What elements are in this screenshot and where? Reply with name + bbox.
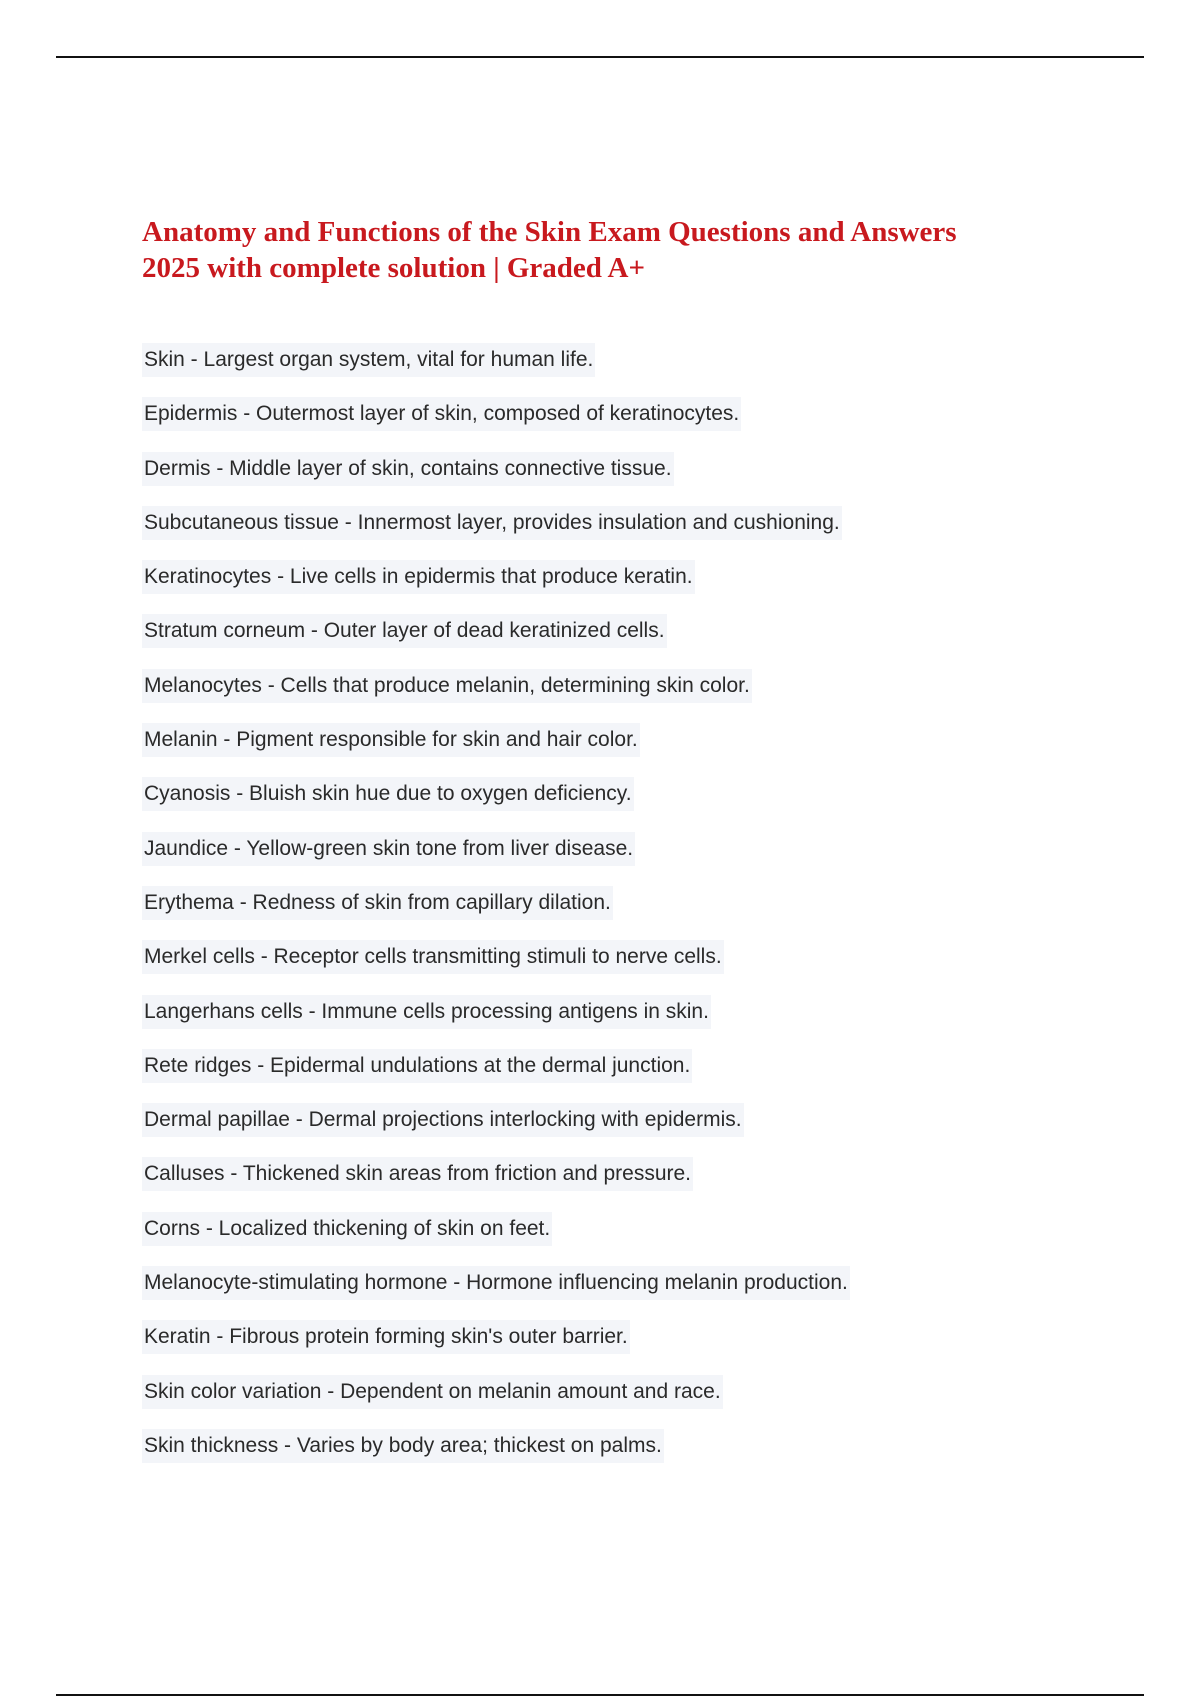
list-item [142, 1155, 850, 1209]
list-item [142, 1210, 850, 1264]
list-item [142, 721, 850, 775]
term-text: Erythema - Redness of skin from capillary dilation. [142, 886, 613, 920]
term-text: Calluses - Thickened skin areas from friction and pressure. [142, 1157, 693, 1191]
term-text: Keratinocytes - Live cells in epidermis that produce keratin. [142, 560, 695, 594]
list-item [142, 775, 850, 829]
list-item [142, 1047, 850, 1101]
term-text: Corns - Localized thickening of skin on feet. [142, 1212, 552, 1246]
list-item [142, 938, 850, 992]
term-text: Melanin - Pigment responsible for skin and hair color. [142, 723, 640, 757]
term-text: Dermal papillae - Dermal projections interlocking with epidermis. [142, 1103, 744, 1137]
list-item [142, 1264, 850, 1318]
list-item [142, 993, 850, 1047]
term-list [142, 341, 850, 1481]
term-text: Dermis - Middle layer of skin, contains connective tissue. [142, 452, 674, 486]
list-item [142, 1318, 850, 1372]
list-item [142, 395, 850, 449]
list-item [142, 1427, 850, 1481]
list-item [142, 612, 850, 666]
list-item [142, 884, 850, 938]
term-text: Jaundice - Yellow-green skin tone from liver disease. [142, 832, 635, 866]
top-rule [56, 56, 1144, 58]
term-text: Langerhans cells - Immune cells processing antigens in skin. [142, 995, 711, 1029]
term-text: Epidermis - Outermost layer of skin, composed of keratinocytes. [142, 397, 741, 431]
list-item [142, 1373, 850, 1427]
term-text: Skin color variation - Dependent on melanin amount and race. [142, 1375, 723, 1409]
term-text: Melanocyte-stimulating hormone - Hormone influencing melanin production. [142, 1266, 850, 1300]
document-title [142, 214, 1082, 286]
term-text: Cyanosis - Bluish skin hue due to oxygen deficiency. [142, 777, 634, 811]
term-text: Keratin - Fibrous protein forming skin's outer barrier. [142, 1320, 630, 1354]
term-text: Melanocytes - Cells that produce melanin, determining skin color. [142, 669, 752, 703]
term-text: Skin thickness - Varies by body area; thickest on palms. [142, 1429, 664, 1463]
term-text: Rete ridges - Epidermal undulations at the dermal junction. [142, 1049, 692, 1083]
list-item [142, 450, 850, 504]
term-text: Skin - Largest organ system, vital for human life. [142, 343, 595, 377]
title-line-1: Anatomy and Functions of the Skin Exam Questions and Answers [142, 216, 957, 248]
title-line-2: 2025 with complete solution | Graded A+ [142, 252, 646, 284]
term-text: Subcutaneous tissue - Innermost layer, provides insulation and cushioning. [142, 506, 842, 540]
list-item [142, 504, 850, 558]
term-text: Merkel cells - Receptor cells transmitting stimuli to nerve cells. [142, 940, 724, 974]
list-item [142, 558, 850, 612]
list-item [142, 341, 850, 395]
list-item [142, 667, 850, 721]
list-item [142, 1101, 850, 1155]
term-text: Stratum corneum - Outer layer of dead keratinized cells. [142, 614, 667, 648]
list-item [142, 830, 850, 884]
bottom-rule [56, 1694, 1144, 1696]
